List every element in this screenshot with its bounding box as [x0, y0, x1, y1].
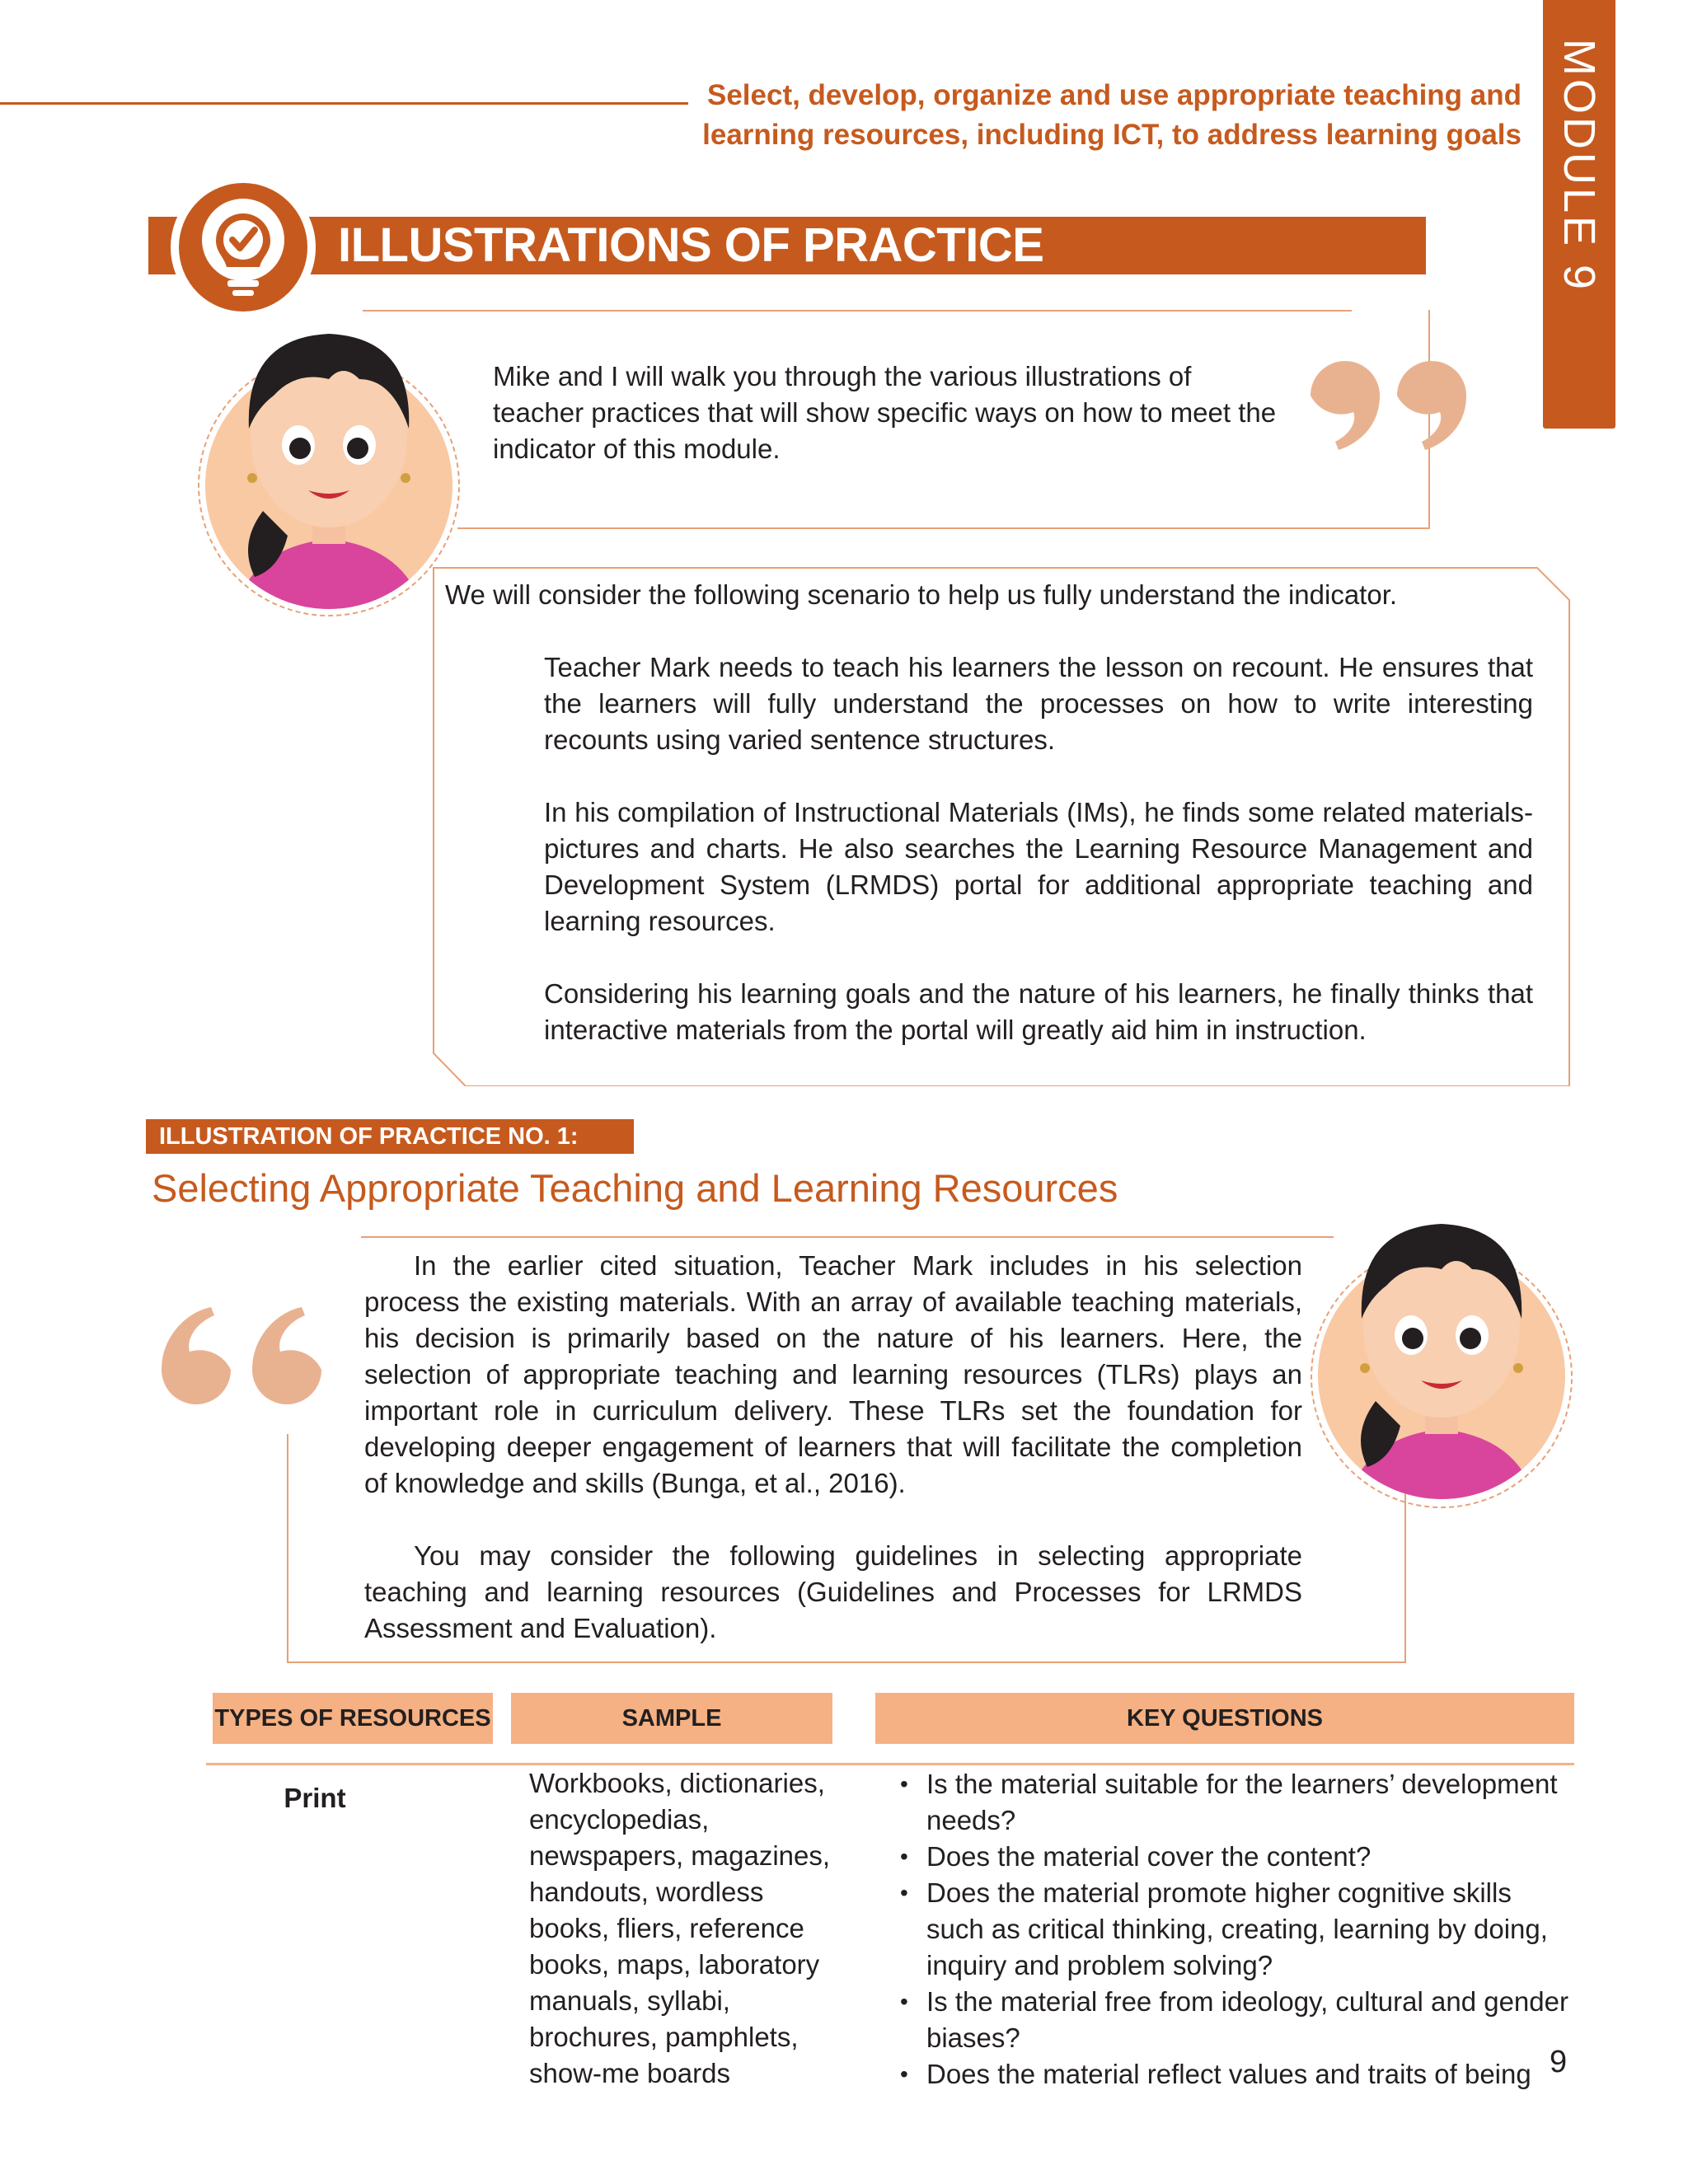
teacher-avatar [1314, 1187, 1569, 1503]
list-item: • Does the material cover the content? [897, 1839, 1573, 1875]
page-number: 9 [1550, 2045, 1568, 2079]
opening-quote-icon [145, 1263, 335, 1427]
table-header-types: TYPES OF RESOURCES [213, 1693, 493, 1744]
table-cell-sample: Workbooks, dictionaries, encyclopedias, newspapers, magazines, handouts, wordless books, fliers, reference books, maps, laboratory manuals, syllabi, brochures, pamphlets, show-me boards [529, 1768, 831, 2088]
illustration-title: Selecting Appropriate Teaching and Learning Resources [152, 1166, 1118, 1210]
list-item: • Is the material free from ideology, cultural and gender biases? [897, 1984, 1573, 2056]
list-item: • Does the material promote higher cognitive skills such as critical thinking, creating, learning by doing, inquiry and problem solving? [897, 1875, 1573, 1984]
illustration-paragraph: You may consider the following guidelines in selecting appropriate teaching and learning resources (Guidelines and Processes for LRMDS Assessment and Evaluation). [364, 1540, 1302, 1643]
module-subtitle-line1: Select, develop, organize and use appropriate teaching and [706, 79, 1522, 111]
list-item: • Does the material reflect values and traits of being [897, 2056, 1573, 2093]
scenario-lead: We will consider the following scenario to help us fully understand the indicator. [445, 579, 1398, 610]
teacher-avatar [201, 297, 457, 613]
table-header-questions: KEY QUESTIONS [875, 1693, 1574, 1744]
table-cell-type: Print [284, 1783, 346, 1813]
intro-speech: Mike and I will walk you through the various illustrations of teacher practices that will show specific ways on how to meet the indicator of this module. [493, 361, 1277, 464]
scenario-paragraph: Considering his learning goals and the nature of his learners, he finally thinks that interactive materials from the portal will greatly aid him in instruction. [544, 978, 1533, 1045]
module-subtitle [697, 76, 1522, 155]
key-questions-list [897, 1766, 1573, 2093]
table-header-sample: SAMPLE [511, 1693, 832, 1744]
table-rule [206, 1763, 1574, 1765]
illustration-label: ILLUSTRATION OF PRACTICE NO. 1: [146, 1119, 634, 1154]
module-subtitle-line2: learning resources, including ICT, to address learning goals [702, 119, 1522, 151]
closing-quote-icon [1294, 321, 1484, 486]
scenario-paragraph: In his compilation of Instructional Materials (IMs), he finds some related materials- pictures and charts. He also searches the Learning Resource Management and Development System (LRMDS) portal for additional appropriate teaching and learning resources. [544, 797, 1533, 936]
scenario-paragraph: Teacher Mark needs to teach his learners the lesson on recount. He ensures that the learners will fully understand the processes on how to write interesting recounts using varied sentence structures. [544, 652, 1533, 755]
header-rule [0, 102, 688, 105]
illustration-paragraph: In the earlier cited situation, Teacher Mark includes in his selection process the existing materials. With an array of available teaching materials, his decision is primarily based on the nature of his learners. Here, the selection of appropriate teaching and learning resources (TLRs) plays an important role in curriculum delivery. These TLRs set the foundation for developing deeper engagement of learners that will facilitate the completion of knowledge and skills (Bunga, et al., 2016). [364, 1250, 1302, 1498]
section-title: ILLUSTRATIONS OF PRACTICE [338, 218, 1044, 272]
list-item: • Is the material suitable for the learners’ development needs? [897, 1766, 1573, 1839]
module-tab-label: MODULE 9 [1554, 38, 1604, 293]
lightbulb-check-icon [191, 194, 295, 302]
module-tab [1543, 0, 1615, 429]
